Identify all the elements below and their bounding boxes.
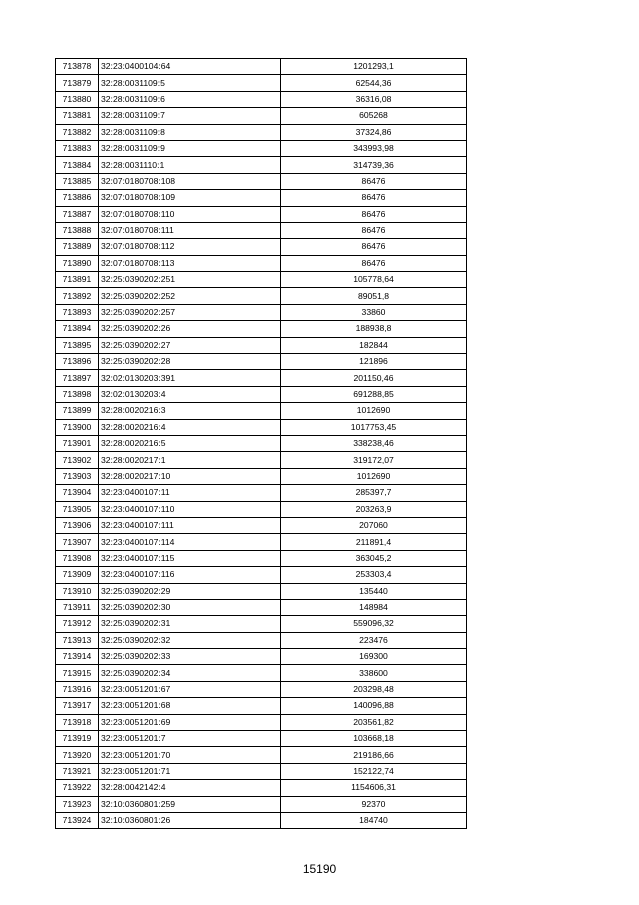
cadastral-value-cell: 338600 [281,665,467,681]
cadastral-number-cell: 32:28:0020216:3 [99,403,281,419]
cadastral-number-cell: 32:25:0390202:28 [99,354,281,370]
row-number-cell: 713920 [56,747,99,763]
cadastral-number-cell: 32:23:0400107:11 [99,485,281,501]
row-number-cell: 713912 [56,616,99,632]
row-number-cell: 713889 [56,239,99,255]
table-row [56,452,467,468]
table-row [56,812,467,828]
table-row [56,239,467,255]
row-number-cell: 713914 [56,649,99,665]
cadastral-value-cell: 148984 [281,599,467,615]
page-number: 15190 [302,862,337,876]
cadastral-value-cell: 338238,46 [281,435,467,451]
cadastral-number-cell: 32:07:0180708:110 [99,206,281,222]
table-row [56,190,467,206]
row-number-cell: 713892 [56,288,99,304]
table-row [56,386,467,402]
cadastral-number-cell: 32:07:0180708:109 [99,190,281,206]
cadastral-value-cell: 203561,82 [281,714,467,730]
table-row [56,517,467,533]
cadastral-number-cell: 32:28:0031110:1 [99,157,281,173]
cadastral-number-cell: 32:10:0360801:259 [99,796,281,812]
cadastral-number-cell: 32:23:0400107:111 [99,517,281,533]
table-row [56,681,467,697]
cadastral-number-cell: 32:28:0020216:5 [99,435,281,451]
table-row [56,665,467,681]
cadastral-value-cell: 182844 [281,337,467,353]
table-row [56,272,467,288]
table-row [56,157,467,173]
cadastral-value-cell: 219186,66 [281,747,467,763]
table-row [56,222,467,238]
table-row [56,337,467,353]
cadastral-value-cell: 86476 [281,255,467,271]
cadastral-value-cell: 103668,18 [281,731,467,747]
row-number-cell: 713883 [56,140,99,156]
cadastral-number-cell: 32:25:0390202:34 [99,665,281,681]
cadastral-number-cell: 32:28:0031109:8 [99,124,281,140]
cadastral-number-cell: 32:28:0031109:9 [99,140,281,156]
cadastral-number-cell: 32:25:0390202:257 [99,304,281,320]
cadastral-value-cell: 33860 [281,304,467,320]
row-number-cell: 713891 [56,272,99,288]
cadastral-value-cell: 140096,88 [281,698,467,714]
table-row [56,140,467,156]
cadastral-value-cell: 285397,7 [281,485,467,501]
cadastral-number-cell: 32:23:0051201:67 [99,681,281,697]
cadastral-value-cell: 363045,2 [281,550,467,566]
cadastral-value-cell: 121896 [281,354,467,370]
cadastral-value-cell: 86476 [281,206,467,222]
table-row [56,468,467,484]
cadastral-number-cell: 32:23:0400107:114 [99,534,281,550]
cadastral-value-cell: 319172,07 [281,452,467,468]
cadastral-value-cell: 314739,36 [281,157,467,173]
cadastral-value-cell: 203298,48 [281,681,467,697]
cadastral-number-cell: 32:23:0400107:116 [99,567,281,583]
cadastral-number-cell: 32:28:0020217:1 [99,452,281,468]
table-row [56,124,467,140]
cadastral-number-cell: 32:28:0031109:6 [99,91,281,107]
row-number-cell: 713894 [56,321,99,337]
row-number-cell: 713887 [56,206,99,222]
cadastral-value-cell: 184740 [281,812,467,828]
cadastral-number-cell: 32:25:0390202:31 [99,616,281,632]
table-row [56,763,467,779]
table-row [56,255,467,271]
row-number-cell: 713882 [56,124,99,140]
cadastral-number-cell: 32:10:0360801:26 [99,812,281,828]
cadastral-value-cell: 36316,08 [281,91,467,107]
row-number-cell: 713923 [56,796,99,812]
row-number-cell: 713888 [56,222,99,238]
cadastral-value-cell: 1017753,45 [281,419,467,435]
cadastral-number-cell: 32:28:0020217:10 [99,468,281,484]
row-number-cell: 713906 [56,517,99,533]
cadastral-number-cell: 32:28:0042142:4 [99,780,281,796]
table-row [56,59,467,75]
row-number-cell: 713910 [56,583,99,599]
table-row [56,599,467,615]
row-number-cell: 713919 [56,731,99,747]
row-number-cell: 713916 [56,681,99,697]
cadastral-number-cell: 32:25:0390202:252 [99,288,281,304]
row-number-cell: 713878 [56,59,99,75]
table-row [56,780,467,796]
cadastral-number-cell: 32:02:0130203:4 [99,386,281,402]
cadastral-value-cell: 37324,86 [281,124,467,140]
cadastral-value-cell: 253303,4 [281,567,467,583]
cadastral-value-cell: 105778,64 [281,272,467,288]
cadastral-number-cell: 32:07:0180708:111 [99,222,281,238]
table-row [56,403,467,419]
table-row [56,534,467,550]
cadastral-value-cell: 152122,74 [281,763,467,779]
cadastral-value-cell: 86476 [281,190,467,206]
cadastral-number-cell: 32:25:0390202:251 [99,272,281,288]
cadastral-number-cell: 32:25:0390202:26 [99,321,281,337]
row-number-cell: 713917 [56,698,99,714]
cadastral-number-cell: 32:23:0051201:69 [99,714,281,730]
row-number-cell: 713922 [56,780,99,796]
cadastral-value-cell: 1154606,31 [281,780,467,796]
row-number-cell: 713886 [56,190,99,206]
cadastral-number-cell: 32:23:0400104:64 [99,59,281,75]
table-row [56,370,467,386]
row-number-cell: 713890 [56,255,99,271]
table-row [56,731,467,747]
cadastral-number-cell: 32:25:0390202:29 [99,583,281,599]
cadastral-number-cell: 32:28:0020216:4 [99,419,281,435]
cadastral-number-cell: 32:02:0130203:391 [99,370,281,386]
cadastral-value-cell: 188938,8 [281,321,467,337]
cadastral-number-cell: 32:25:0390202:27 [99,337,281,353]
table-row [56,435,467,451]
cadastral-value-cell: 62544,36 [281,75,467,91]
cadastral-number-cell: 32:23:0051201:70 [99,747,281,763]
table-row [56,632,467,648]
table-row [56,567,467,583]
table-row [56,796,467,812]
table-row [56,714,467,730]
table-row [56,550,467,566]
row-number-cell: 713880 [56,91,99,107]
cadastral-value-cell: 203263,9 [281,501,467,517]
cadastral-value-cell: 207060 [281,517,467,533]
cadastral-value-cell: 223476 [281,632,467,648]
row-number-cell: 713893 [56,304,99,320]
cadastral-value-cell: 86476 [281,239,467,255]
cadastral-number-cell: 32:28:0031109:5 [99,75,281,91]
cadastral-value-cell: 1201293,1 [281,59,467,75]
cadastral-value-cell: 559096,32 [281,616,467,632]
cadastral-value-cell: 1012690 [281,468,467,484]
row-number-cell: 713881 [56,108,99,124]
cadastral-number-cell: 32:28:0031109:7 [99,108,281,124]
table-row [56,304,467,320]
row-number-cell: 713915 [56,665,99,681]
cadastral-number-cell: 32:07:0180708:108 [99,173,281,189]
row-number-cell: 713899 [56,403,99,419]
table-body [56,59,467,829]
cadastral-value-cell: 1012690 [281,403,467,419]
cadastral-value-cell: 89051,8 [281,288,467,304]
row-number-cell: 713908 [56,550,99,566]
table-row [56,206,467,222]
table-row [56,649,467,665]
row-number-cell: 713897 [56,370,99,386]
cadastral-value-cell: 92370 [281,796,467,812]
table-row [56,91,467,107]
row-number-cell: 713901 [56,435,99,451]
cadastral-value-cell: 135440 [281,583,467,599]
row-number-cell: 713900 [56,419,99,435]
cadastral-number-cell: 32:25:0390202:33 [99,649,281,665]
table-row [56,173,467,189]
row-number-cell: 713904 [56,485,99,501]
row-number-cell: 713924 [56,812,99,828]
cadastral-number-cell: 32:23:0400107:110 [99,501,281,517]
row-number-cell: 713913 [56,632,99,648]
cadastral-value-cell: 86476 [281,222,467,238]
cadastral-number-cell: 32:25:0390202:32 [99,632,281,648]
table-row [56,108,467,124]
cadastral-value-table [55,58,467,829]
row-number-cell: 713898 [56,386,99,402]
cadastral-number-cell: 32:25:0390202:30 [99,599,281,615]
cadastral-number-cell: 32:23:0051201:71 [99,763,281,779]
table-row [56,354,467,370]
table-row [56,747,467,763]
cadastral-value-cell: 211891,4 [281,534,467,550]
row-number-cell: 713921 [56,763,99,779]
row-number-cell: 713903 [56,468,99,484]
cadastral-value-cell: 86476 [281,173,467,189]
table-row [56,419,467,435]
cadastral-value-cell: 169300 [281,649,467,665]
table-row [56,75,467,91]
cadastral-value-cell: 605268 [281,108,467,124]
row-number-cell: 713895 [56,337,99,353]
cadastral-value-cell: 691288,85 [281,386,467,402]
row-number-cell: 713907 [56,534,99,550]
cadastral-number-cell: 32:23:0400107:115 [99,550,281,566]
row-number-cell: 713884 [56,157,99,173]
cadastral-value-cell: 201150,46 [281,370,467,386]
cadastral-number-cell: 32:23:0051201:7 [99,731,281,747]
row-number-cell: 713909 [56,567,99,583]
table-row [56,616,467,632]
cadastral-value-cell: 343993,98 [281,140,467,156]
cadastral-number-cell: 32:07:0180708:113 [99,255,281,271]
table-row [56,698,467,714]
row-number-cell: 713911 [56,599,99,615]
table-row [56,583,467,599]
row-number-cell: 713905 [56,501,99,517]
table-row [56,501,467,517]
table-row [56,288,467,304]
cadastral-number-cell: 32:07:0180708:112 [99,239,281,255]
row-number-cell: 713879 [56,75,99,91]
cadastral-number-cell: 32:23:0051201:68 [99,698,281,714]
row-number-cell: 713918 [56,714,99,730]
row-number-cell: 713896 [56,354,99,370]
row-number-cell: 713885 [56,173,99,189]
row-number-cell: 713902 [56,452,99,468]
table-row [56,321,467,337]
table-row [56,485,467,501]
